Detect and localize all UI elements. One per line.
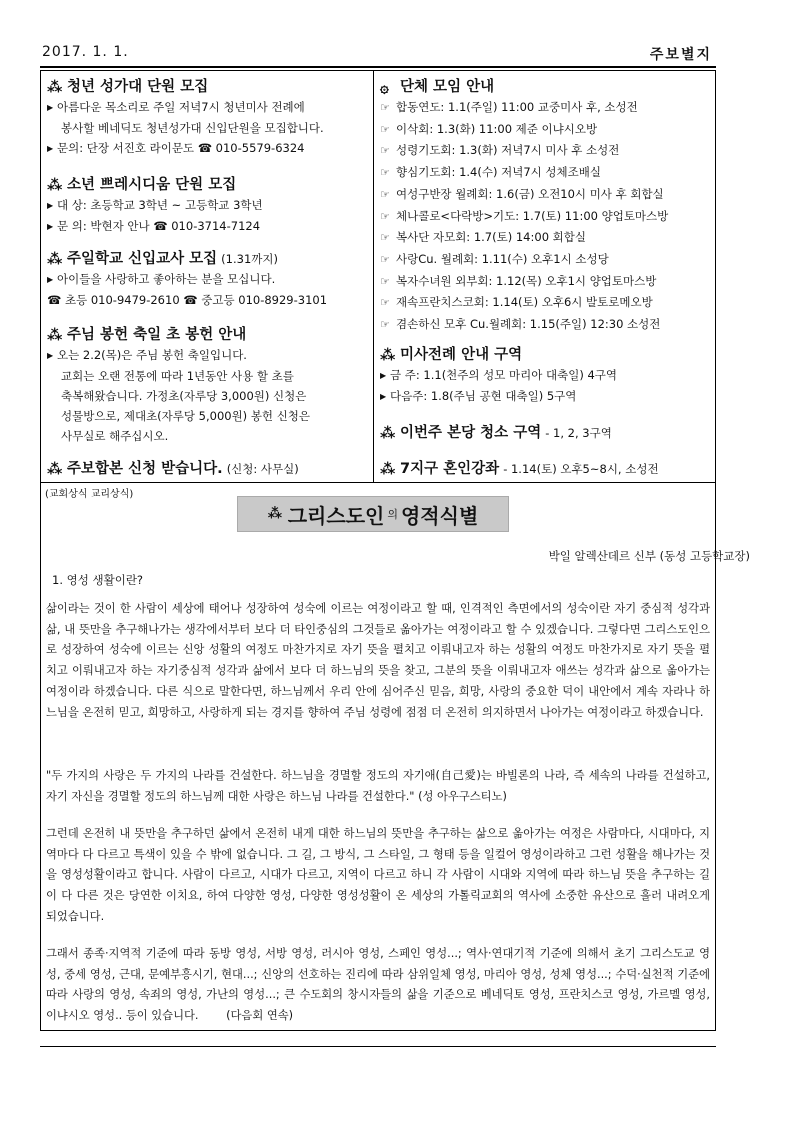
title-part: 그리스도인 bbox=[287, 503, 385, 528]
bulletin-title: 주보별지 bbox=[649, 47, 712, 63]
text-line: 다음주: 1.8(주님 공현 대축일) 5구역 bbox=[390, 389, 577, 403]
text-line: 아이들을 사랑하고 좋아하는 분을 모십니다. bbox=[57, 272, 276, 286]
sparkle-circle-icon: ۞ bbox=[380, 78, 389, 96]
text-line: 봉사할 베네딕도 청년성가대 신입단원을 모집합니다. bbox=[61, 121, 324, 135]
article-paragraph-3 bbox=[46, 944, 710, 1027]
bullet-triangle-icon: ▶ bbox=[47, 222, 54, 231]
article-paragraph-1: 삶이라는 것이 한 사람이 세상에 태어나 성장하여 성숙에 이르는 여정이라고 할 때, 인격적인 측면에서의 성숙이란 자기 중심적 성각과 삶, 내 뜻만을 추구해나가는 생각에서부터 보다 더 타인중심의 그것들로 옮아가는 여정이라고 할 수 있겠습니다. 그렇다면 그리스도인으로 성장하여 성숙에 이르는 신앙 성활의 여정도 마찬가지로 자기 뜻을 펼치고 이뤄내고자 하는 성활의 여정도 마찬가지로 자기 뜻을 펼치고 이뤄내고자 하는 자기중심적 성각과 삶에서 보다 더 하느님의 뜻을 찾고, 그분의 뜻을 이뤄내고자 애쓰는 성각과 삶으로 옮아가는 여정이라 하겠습니다. 다른 식으로 말한다면, 하느님께서 우리 안에 심어주신 믿음, 희망, 사랑의 중요한 덕이 내안에서 계속 자라나 하느님을 온전히 믿고, 희망하고, 사랑하게 되는 경지를 향하여 주님 성령에 점점 더 온전히 의지하면서 나아가는 여정이라고 하겠습니다. bbox=[46, 602, 710, 719]
right-notice-box bbox=[374, 70, 716, 483]
asterism-icon: ⁂ bbox=[47, 176, 63, 194]
group-meetings-section bbox=[380, 77, 709, 336]
meeting-item: 사랑Cu. 월례회: 1.11(수) 오후1시 소성당 bbox=[396, 251, 609, 266]
choir-recruit-section bbox=[47, 77, 367, 159]
asterism-icon: ⁂ bbox=[380, 346, 396, 364]
sunday-school-section bbox=[47, 249, 367, 310]
article-subheading: 1. 영성 생활이란? bbox=[52, 573, 144, 587]
meeting-item: 체나콜로<다락방>기도: 1.7(토) 11:00 양업토마스방 bbox=[396, 208, 669, 223]
text-line: 아름다운 목소리로 주일 저녁7시 청년미사 전례에 bbox=[57, 100, 305, 114]
paragraph-text: 그래서 종족·지역적 기준에 따라 동방 영성, 서방 영성, 러시아 영성, 스페인 영성...; 역사·연대기적 기준에 의해서 초기 그리스도교 영성, 중세 영성, 근대, 문예부흥시기, 현대...; 신앙의 선호하는 진리에 따라 삼위일체 영성, 마리아 영성, 성체 영성...; 수덕·실천적 기준에 따라 사랑의 영성, 속죄의 영성, 가난의 영성...; 큰 수도회의 창시자들의 삶을 기준으로 베네딕토 영성, 프란치스코 영성, 가르멜 영성, 이냐시오 영성.. 등이 있습니다. bbox=[46, 947, 710, 1023]
asterism-icon: ⁂ bbox=[47, 78, 63, 96]
section-title: 7지구 혼인강좌 bbox=[400, 461, 500, 477]
header-rule bbox=[40, 66, 716, 68]
section-title: 주보합본 신청 받습니다. bbox=[67, 461, 223, 477]
asterism-icon: ⁂ bbox=[380, 424, 396, 442]
pointing-hand-icon: ☞ bbox=[380, 101, 390, 114]
article-quote: "두 가지의 사랑은 두 가지의 나라를 건설한다. 하느님을 경멸할 정도의 자기애(自己愛)는 바빌론의 나라, 즉 세속의 나라를 건설하고, 자기 자신을 경멸할 정도의 하느님께 대한 사랑은 하느님 나라를 건설한다." (성 아우구스티노) bbox=[46, 769, 710, 803]
pointing-hand-icon: ☞ bbox=[380, 252, 390, 266]
pointing-hand-icon: ☞ bbox=[380, 122, 390, 136]
mass-liturgy-section bbox=[380, 345, 709, 407]
meeting-item: 복사단 자모회: 1.7(토) 14:00 회합실 bbox=[396, 230, 586, 245]
pointing-hand-icon: ☞ bbox=[380, 209, 390, 223]
bullet-triangle-icon: ▶ bbox=[47, 201, 54, 210]
title-part: 영적식별 bbox=[400, 503, 479, 528]
asterism-icon: ⁂ bbox=[380, 460, 396, 478]
bulletin-binding-section bbox=[47, 459, 367, 479]
pointing-hand-icon: ☞ bbox=[380, 144, 390, 158]
left-notice-box bbox=[40, 70, 374, 483]
candle-offering-section bbox=[47, 325, 367, 446]
asterism-icon: ⁂ bbox=[47, 326, 63, 344]
section-title: 단체 모임 안내 bbox=[400, 79, 495, 95]
section-note: (1.31까지) bbox=[221, 252, 278, 266]
section-note: (신청: 사무실) bbox=[226, 462, 299, 476]
text-line: 문의: 단장 서진호 라이문도 ☎ 010-5579-6324 bbox=[57, 141, 305, 155]
asterism-icon: ⁂ bbox=[267, 506, 283, 522]
text-line: 문 의: 박현자 안나 ☎ 010-3714-7124 bbox=[57, 219, 261, 233]
meeting-item: 여성구반장 월례회: 1.6(금) 오전10시 미사 후 회합실 bbox=[396, 186, 664, 201]
text-line: 오는 2.2(목)은 주님 봉헌 축일입니다. bbox=[57, 348, 247, 362]
bullet-triangle-icon: ▶ bbox=[380, 371, 387, 380]
meeting-item: 이삭회: 1.3(화) 11:00 제준 이냐시오방 bbox=[396, 121, 598, 136]
article-paragraph-2: 그런데 온전히 내 뜻만을 추구하던 삶에서 온전히 내게 대한 하느님의 뜻만을 추구하는 삶으로 옮아가는 여정은 사람마다, 시대마다, 지역마다 다 다르고 특색이 있을 수 밖에 없습니다. 그 길, 그 방식, 그 스타일, 그 형태 등을 일컬어 영성이라하고 그런 성활을 해나가는 것을 영성성활이라고 합니다. 사람이 다르고, 시대가 다르고, 지역이 다르고 하니 각 사람이 시대와 지역에 따라 하느님 뜻을 추구하는 길이 다 다른 것은 당연한 이치요, 하여 다양한 영성, 다양한 영성성활이 온 세상의 가톨릭교회의 역사에 소중한 유산으로 흘러 내려오게 되었습니다. bbox=[46, 827, 710, 923]
cleaning-zone-section bbox=[380, 423, 709, 443]
text-line: 축복해왔습니다. 가정초(자루당 3,000원) 신청은 bbox=[61, 389, 307, 403]
continued-note: (다음회 연속) bbox=[226, 1009, 294, 1023]
marriage-course-section bbox=[380, 459, 709, 479]
meeting-item: 합동연도: 1.1(주일) 11:00 교중미사 후, 소성전 bbox=[396, 100, 638, 114]
boys-praesidium-section bbox=[47, 175, 367, 237]
bullet-triangle-icon: ▶ bbox=[47, 144, 54, 153]
article-author: 박일 알렉산데르 신부 (동성 고등학교장) bbox=[548, 549, 750, 563]
asterism-icon: ⁂ bbox=[47, 250, 63, 268]
text-line: 성물방으로, 제대초(자루당 5,000원) 봉헌 신청은 bbox=[61, 409, 311, 423]
text-line: 사무실로 해주십시오. bbox=[61, 429, 169, 443]
asterism-icon: ⁂ bbox=[47, 460, 63, 478]
meeting-item: 성령기도회: 1.3(화) 저녁7시 미사 후 소성전 bbox=[396, 143, 620, 158]
section-title: 미사전례 안내 구역 bbox=[400, 347, 523, 363]
meeting-item: 재속프란치스코회: 1.14(토) 오후6시 발토로메오방 bbox=[396, 295, 653, 310]
bullet-triangle-icon: ▶ bbox=[47, 275, 54, 284]
article-category: (교회상식 교리상식) bbox=[45, 489, 134, 500]
meeting-item: 향심기도회: 1.4(수) 저녁7시 성체조배실 bbox=[396, 165, 601, 180]
text-line: ☎ 초등 010-9479-2610 ☎ 중고등 010-8929-3101 bbox=[47, 293, 328, 307]
text-line: 대 상: 초등학교 3학년 ~ 고등학교 3학년 bbox=[57, 198, 263, 212]
footer-rule bbox=[40, 1046, 716, 1047]
section-title: 이번주 본당 청소 구역 bbox=[400, 425, 542, 441]
pointing-hand-icon: ☞ bbox=[380, 318, 390, 332]
section-note: - 1.14(토) 오후5~8시, 소성전 bbox=[503, 462, 659, 476]
meeting-item: 복자수녀원 외부회: 1.12(목) 오후1시 양업토마스방 bbox=[396, 273, 657, 288]
meeting-item: 겸손하신 모후 Cu.월례회: 1.15(주일) 12:30 소성전 bbox=[396, 317, 661, 332]
pointing-hand-icon: ☞ bbox=[380, 296, 390, 310]
article-title bbox=[237, 496, 509, 532]
text-line: 금 주: 1.1(천주의 성모 마리아 대축일) 4구역 bbox=[390, 368, 618, 382]
bullet-triangle-icon: ▶ bbox=[47, 103, 54, 112]
section-note: - 1, 2, 3구역 bbox=[545, 426, 612, 440]
issue-date: 2017. 1. 1. bbox=[42, 44, 129, 60]
section-title: 소년 쁘레시디움 단원 모집 bbox=[67, 177, 237, 193]
bullet-triangle-icon: ▶ bbox=[47, 351, 54, 360]
section-title: 청년 성가대 단원 모집 bbox=[67, 79, 209, 95]
bullet-triangle-icon: ▶ bbox=[380, 392, 387, 401]
pointing-hand-icon: ☞ bbox=[380, 231, 390, 245]
text-line: 교회는 오랜 전통에 따라 1년동안 사용 할 초를 bbox=[61, 369, 294, 383]
section-title: 주일학교 신입교사 모집 bbox=[67, 251, 218, 267]
section-title: 주님 봉헌 축일 초 봉헌 안내 bbox=[67, 327, 247, 343]
pointing-hand-icon: ☞ bbox=[380, 166, 390, 180]
pointing-hand-icon: ☞ bbox=[380, 187, 390, 201]
pointing-hand-icon: ☞ bbox=[380, 274, 390, 288]
title-part: 의 bbox=[387, 508, 398, 521]
